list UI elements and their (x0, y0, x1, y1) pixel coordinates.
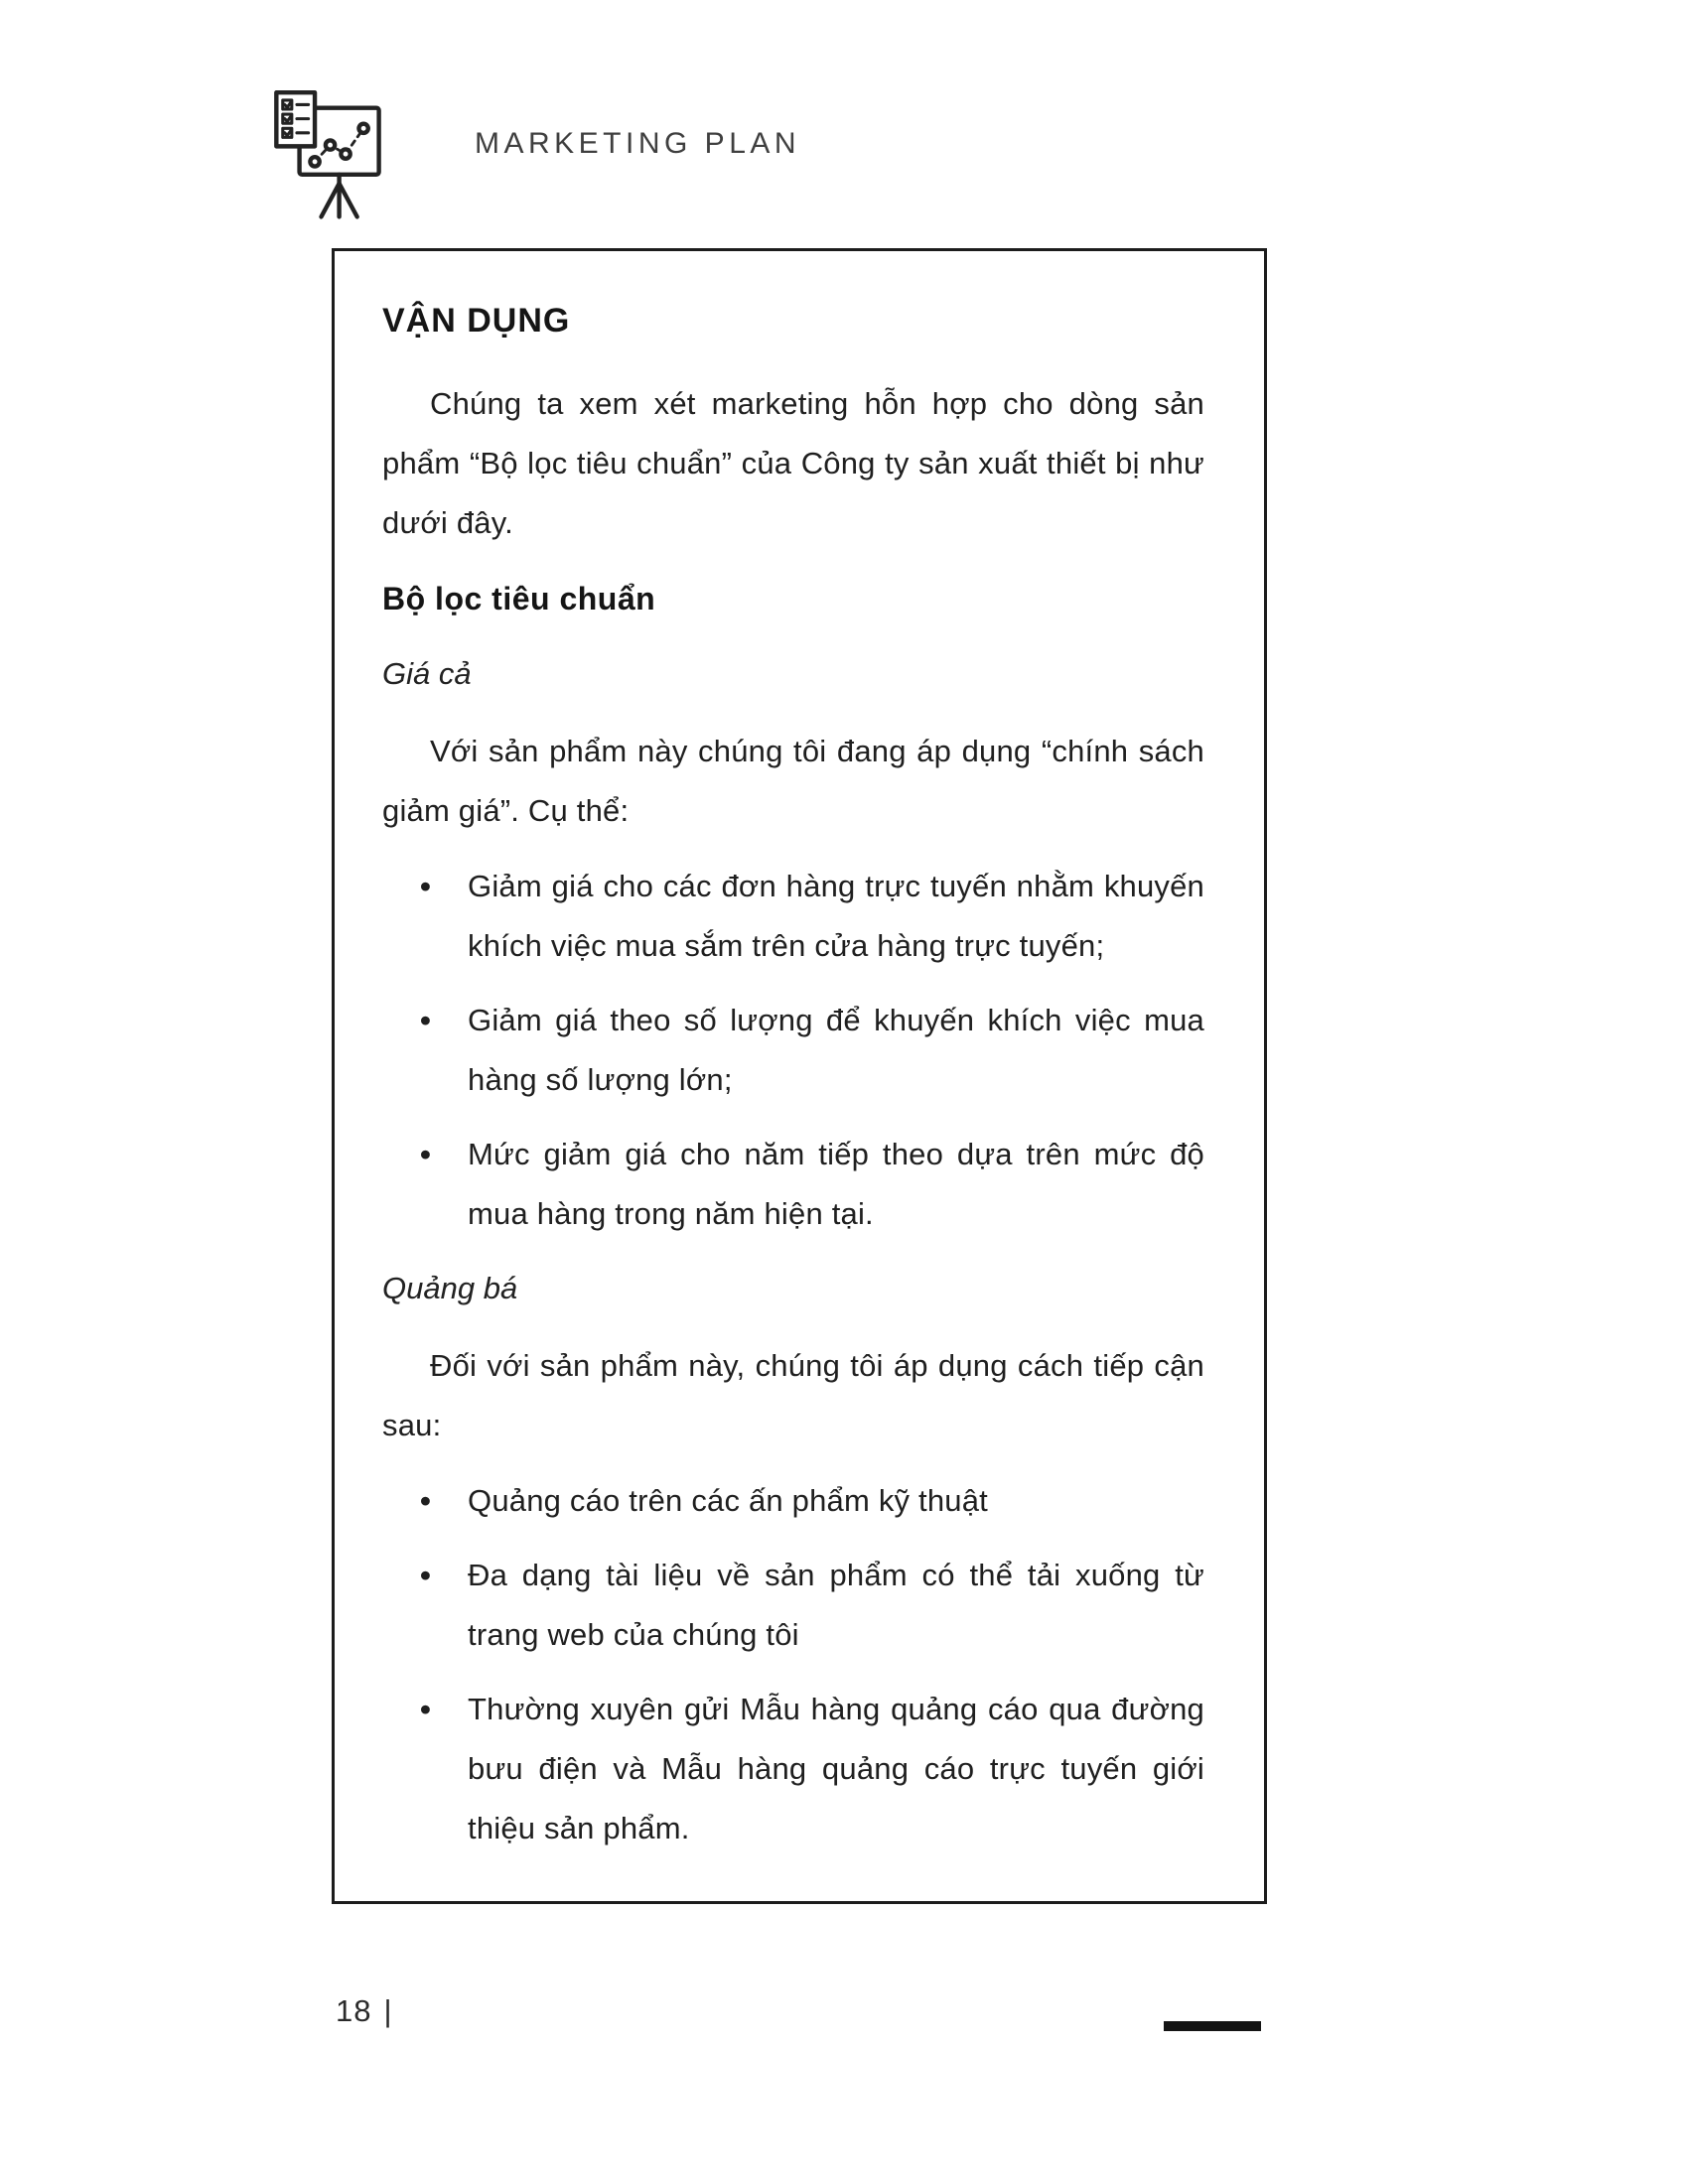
marketing-plan-icon (266, 87, 407, 228)
bullet-icon: • (420, 1692, 432, 1726)
page-number-divider: | (383, 1993, 393, 2028)
intro-paragraph: Chúng ta xem xét marketing hỗn hợp cho dòng sản phẩm “Bộ lọc tiêu chuẩn” của Công ty sản xuất thiết bị như dưới đây. (382, 386, 1204, 540)
list-item (382, 1546, 1204, 1665)
page-number-value: 18 (336, 1993, 372, 2028)
list-item-text: Giảm giá cho các đơn hàng trực tuyến nhằm khuyến khích việc mua sắm trên cửa hàng trực tuyến; (468, 869, 1204, 963)
bullet-icon: • (420, 1558, 432, 1592)
list-item (382, 1680, 1204, 1858)
list-item-text: Giảm giá theo số lượng để khuyến khích việc mua hàng số lượng lớn; (468, 1003, 1204, 1097)
list-item-text: Mức giảm giá cho năm tiếp theo dựa trên mức độ mua hàng trong năm hiện tại. (468, 1137, 1204, 1231)
bullet-icon: • (420, 869, 432, 903)
list-item (382, 1471, 1204, 1531)
running-head-title: MARKETING PLAN (475, 127, 801, 160)
price-label: Giá cả (382, 656, 472, 691)
bullet-icon: • (420, 1003, 432, 1037)
list-item (382, 991, 1204, 1110)
list-item-text: Quảng cáo trên các ấn phẩm kỹ thuật (468, 1483, 988, 1518)
product-heading: Bộ lọc tiêu chuẩn (382, 581, 656, 616)
list-item-text: Thường xuyên gửi Mẫu hàng quảng cáo qua đường bưu điện và Mẫu hàng quảng cáo trực tuyến giới thiệu sản phẩm. (468, 1692, 1204, 1845)
promo-intro-paragraph: Đối với sản phẩm này, chúng tôi áp dụng cách tiếp cận sau: (382, 1348, 1204, 1442)
list-item (382, 1125, 1204, 1244)
page-number (336, 1993, 393, 2029)
section-heading: VẬN DỤNG (382, 302, 571, 340)
list-item (382, 857, 1204, 976)
bullet-icon: • (420, 1483, 432, 1518)
list-item-text: Đa dạng tài liệu về sản phẩm có thể tải xuống từ trang web của chúng tôi (468, 1558, 1204, 1652)
promo-label: Quảng bá (382, 1271, 518, 1305)
bullet-icon: • (420, 1137, 432, 1171)
footer-rule (1164, 2021, 1261, 2031)
price-intro-paragraph: Với sản phẩm này chúng tôi đang áp dụng “chính sách giảm giá”. Cụ thể: (382, 734, 1204, 828)
content-frame (332, 248, 1267, 1904)
